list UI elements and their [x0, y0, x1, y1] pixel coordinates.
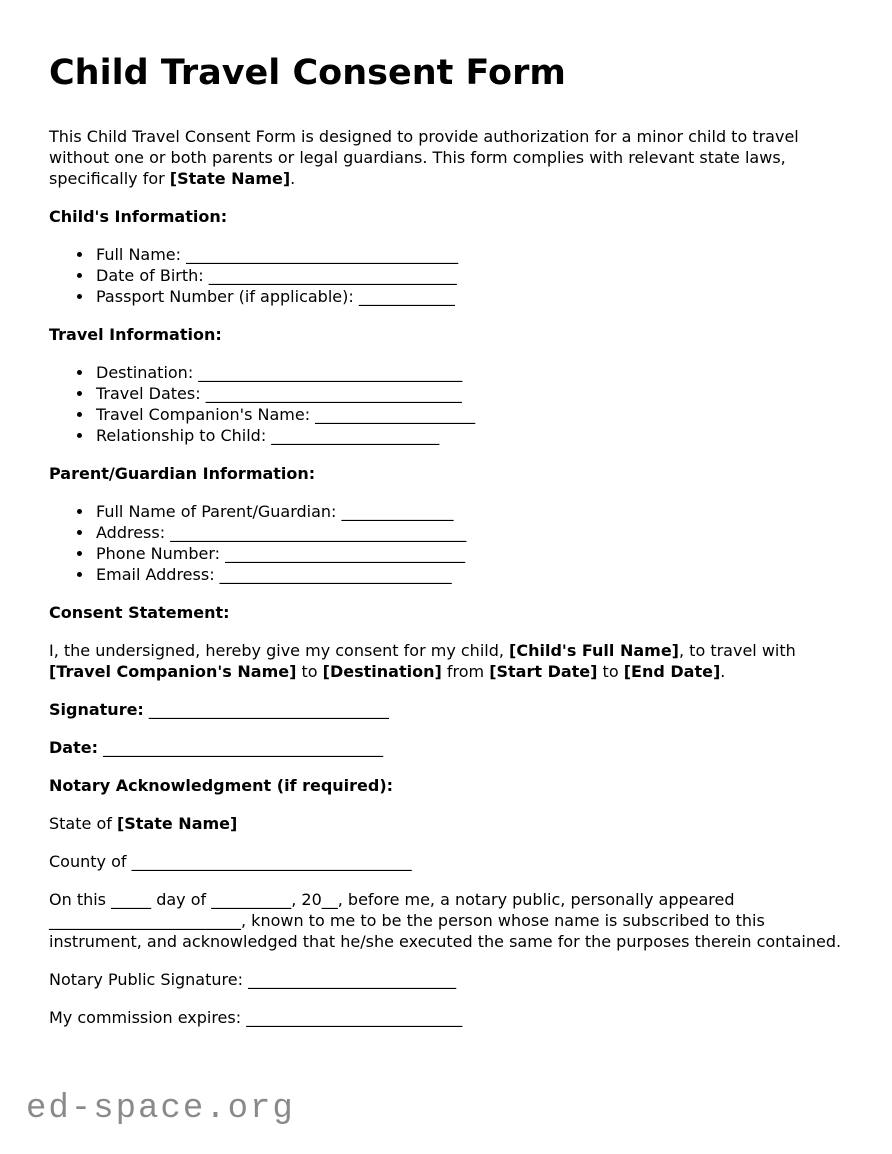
parent-guardian-information-list [49, 501, 844, 585]
list-item-email-address: • Email Address: _____________________________ [94, 564, 844, 585]
notary-public-signature-line: Notary Public Signature: __________________________ [49, 970, 457, 989]
list-item-parent-guardian-full-name: • Full Name of Parent/Guardian: ______________ [94, 501, 844, 522]
intro-paragraph: This Child Travel Consent Form is designed to provide authorization for a minor child to travel without one or both parents or legal guardians. This form complies with relevant state laws, specifically for [State Name]. [49, 127, 799, 188]
notary-state-line: State of [State Name] [49, 814, 238, 833]
childs-information-list [49, 244, 844, 307]
section-heading-childs-information: Child's Information: [49, 207, 228, 226]
list-item-phone-number: • Phone Number: ______________________________ [94, 543, 844, 564]
list-item-full-name: • Full Name: __________________________________ [94, 244, 844, 265]
list-item-relationship-to-child: • Relationship to Child: _____________________ [94, 425, 844, 446]
section-heading-travel-information: Travel Information: [49, 325, 222, 344]
section-heading-notary-acknowledgment: Notary Acknowledgment (if required): [49, 776, 394, 795]
signature-line: Signature: ______________________________ [49, 700, 389, 719]
travel-information-list [49, 362, 844, 446]
date-line: Date: ___________________________________ [49, 738, 384, 757]
notary-county-line: County of ___________________________________ [49, 852, 412, 871]
section-heading-parent-guardian-information: Parent/Guardian Information: [49, 464, 316, 483]
list-item-travel-dates: • Travel Dates: ________________________________ [94, 383, 844, 404]
list-item-passport-number: • Passport Number (if applicable): ____________ [94, 286, 844, 307]
list-item-travel-companion-name: • Travel Companion's Name: ____________________ [94, 404, 844, 425]
page-title: Child Travel Consent Form [49, 53, 566, 93]
commission-expires-line: My commission expires: ___________________________ [49, 1008, 463, 1027]
section-heading-consent-statement: Consent Statement: [49, 603, 230, 622]
watermark: ed-space.org [26, 1090, 295, 1128]
list-item-address: • Address: _____________________________________ [94, 522, 844, 543]
list-item-date-of-birth: • Date of Birth: _______________________________ [94, 265, 844, 286]
list-item-destination: • Destination: _________________________________ [94, 362, 844, 383]
notary-acknowledgment-paragraph: On this _____ day of __________, 20__, before me, a notary public, personally appeared ________________________, known to me to be the person whose name is subscribed to this instrument, and acknowledged that he/she executed the same for the purposes therein contained. [49, 890, 842, 951]
consent-statement-paragraph: I, the undersigned, hereby give my consent for my child, [Child's Full Name], to travel with [Travel Companion's Name] to [Destination] from [Start Date] to [End Date]. [49, 641, 796, 681]
